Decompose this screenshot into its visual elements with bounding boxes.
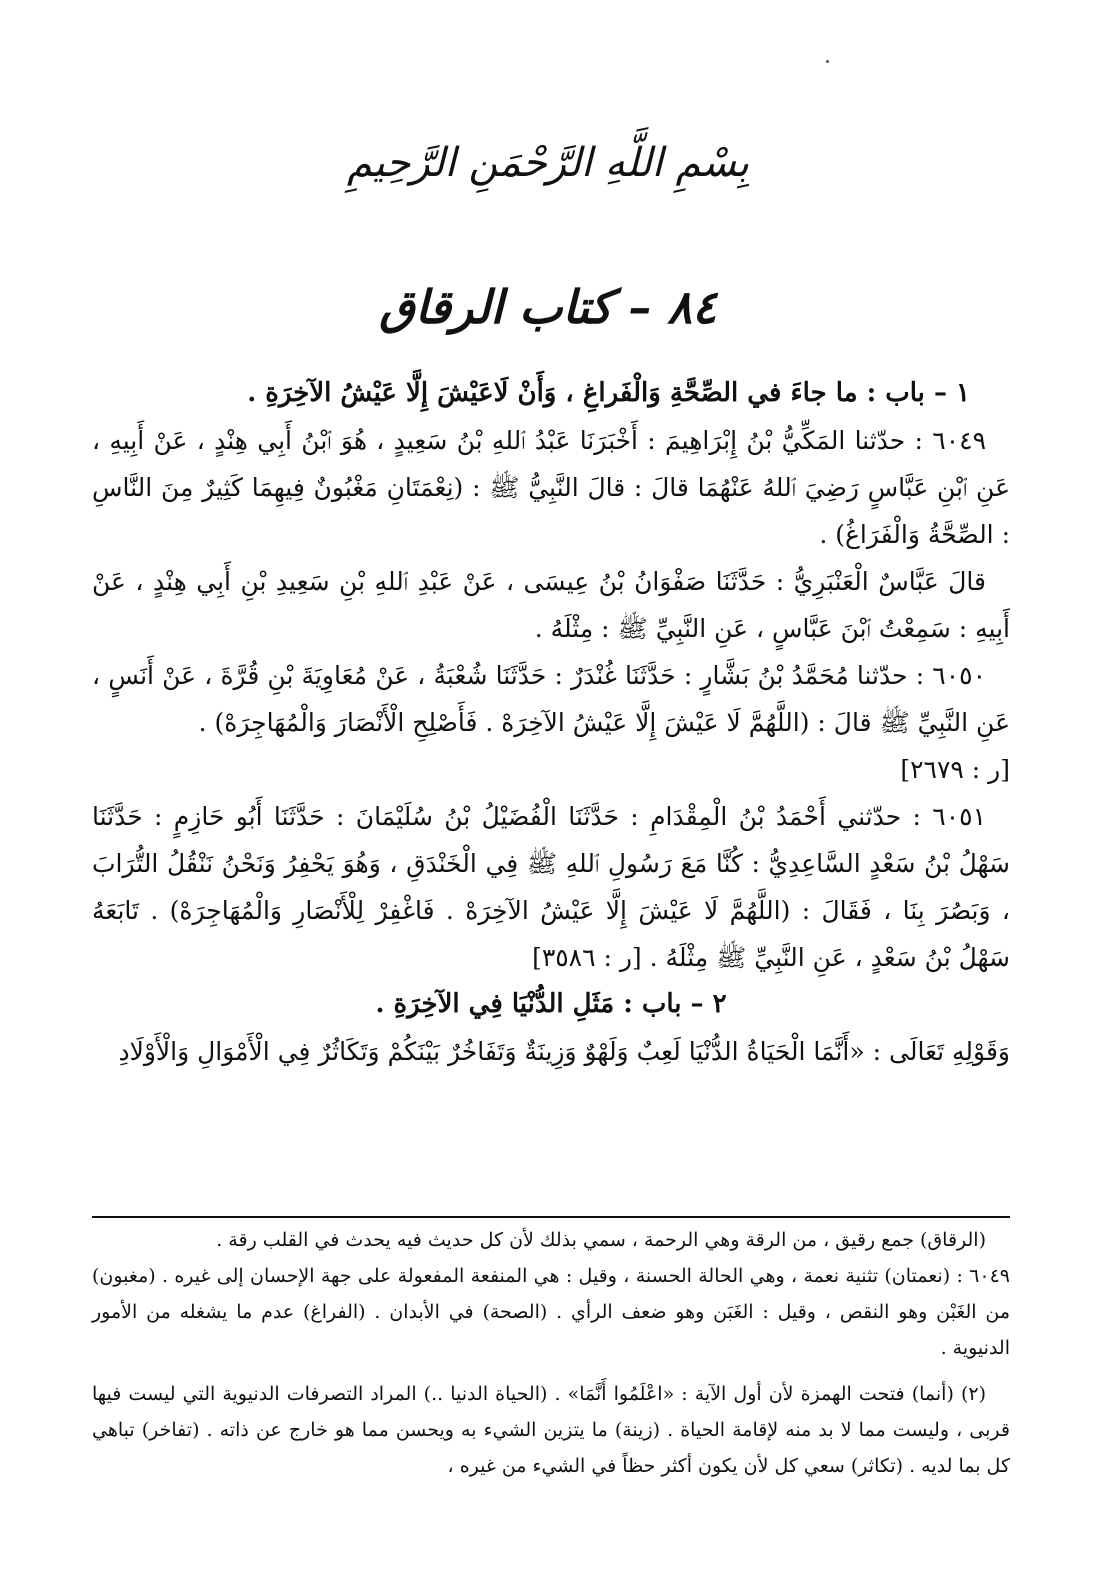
footnote-riqaq: (الرقاق) جمع رقيق ، من الرقة وهي الرحمة ، سمي بذلك لأن كل حديث فيه يحدث في القلب رقة . [216,1229,986,1251]
book-title: ٨٤ – كتاب الرقاق [379,280,717,334]
footnote-6049: ٦٠٤٩ : (نعمتان) تثنية نعمة ، وهي الحالة الحسنة ، وقيل : هي المنفعة المفعولة على جهة الإحسان إلى غيره . (مغبون) من الغَبْن وهو النقص ، وقيل : الغَبَن وهو ضعف الرأي . (الصحة) في الأبدان . (الفراغ) عدم ما يشغله من الأمور الدنيوية . [92,1265,1010,1359]
hadith-6050-reference: [ر : ٢٦٧٩] [900,755,1010,784]
chapter-2-heading: ٢ – باب : مَثَلِ الدُّنْيَا فِي الآخِرَةِ . [375,989,727,1019]
footnotes [92,1222,1010,1484]
hadith-6051: ٦٠٥١ : حدّثني أَحْمَدُ بْنُ الْمِقْدَامِ : حَدَّثَنَا الْفُضَيْلُ بْنُ سُلَيْمَانَ : حَدَّثَنَا أَبُو حَازِمٍ : حَدَّثَنَا سَهْلُ بْنُ سَعْدٍ السَّاعِدِيُّ : كُنَّا مَعَ رَسُولِ ٱللهِ ﷺ فِي الْخَنْدَقِ ، وَهُوَ يَحْفِرُ وَنَحْنُ نَنْقُلُ التُّرَابَ ، وَبَصُرَ بِنَا ، فَقَالَ : (اللَّهُمَّ لَا عَيْشَ إِلَّا عَيْشُ الآخِرَهْ . فَاغْفِرْ لِلْأَنْصَارِ وَالْمُهَاجِرَهْ) . تَابَعَهُ سَهْلُ بْنُ سَعْدٍ ، عَنِ النَّبِيِّ ﷺ مِثْلَهُ . [ر : ٣٥٨٦] [92,802,1010,972]
chapter-1-heading: ١ – باب : ما جاءَ في الصِّحَّةِ وَالْفَراغِ ، وَأَنْ لَاعَيْشَ إِلَّا عَيْشُ الآخِرَةِ . [247,378,970,408]
quran-verse-line: وَقَوْلِهِ تَعَالَى : «أَنَّمَا الْحَيَاةُ الدُّنْيَا لَعِبٌ وَلَهْوٌ وَزِينَةٌ وَتَفَاخُرٌ بَيْنَكُمْ وَتَكَاثُرٌ فِي الْأَمْوَالِ وَالْأَوْلَادِ [118,1037,1010,1066]
footnote-chapter-2: (٢) (أنما) فتحت الهمزة لأن أول الآية : «اعْلَمُوا أَنَّمَا» . (الحياة الدنيا ..) المراد التصرفات الدنيوية التي ليست فيها قربى ، وليست مما لا بد منه لإقامة الحياة . (زينة) ما يتزين الشيء به ويحسن مما هو خارج عن ذاته . (تفاخر) تباهي كل بما لديه . (تكاثر) سعي كل لأن يكون أكثر حظاً في الشيء من غيره ، [92,1383,1010,1477]
main-text [92,370,1010,1075]
hadith-6049: ٦٠٤٩ : حدّثنا المَكِّيُّ بْنُ إِبْرَاهِيمَ : أَخْبَرَنَا عَبْدُ ٱللهِ بْنُ سَعِيدٍ ، هُوَ ٱبْنُ أَبِي هِنْدٍ ، عَنْ أَبِيهِ ، عَنِ ٱبْنِ عَبَّاسٍ رَضِيَ ٱللهُ عَنْهُمَا قالَ : قالَ النَّبِيُّ ﷺ : (نِعْمَتَانِ مَغْبُونٌ فِيهِمَا كَثِيرٌ مِنَ النَّاسِ : الصِّحَّةُ وَالْفَرَاغُ) . [92,426,1010,549]
footnote-divider [92,1216,1010,1218]
print-speck [826,60,829,63]
hadith-6050: ٦٠٥٠ : حدّثنا مُحَمَّدُ بْنُ بَشَّارٍ : حَدَّثَنَا غُنْدَرٌ : حَدَّثَنَا شُعْبَةُ ، عَنْ مُعَاوِيَةَ بْنِ قُرَّةَ ، عَنْ أَنَسٍ ، عَنِ النَّبِيِّ ﷺ قالَ : (اللَّهُمَّ لَا عَيْشَ إِلَّا عَيْشُ الآخِرَهْ . فَأَصْلِحِ الْأَنْصَارَ وَالْمُهَاجِرَهْ) . [92,661,1010,737]
basmala-calligraphy: بِسْمِ اللَّهِ الرَّحْمَنِ الرَّحِيمِ [346,140,750,186]
hadith-6049-continuation: قالَ عَبَّاسٌ الْعَنْبَرِيُّ : حَدَّثَنَا صَفْوَانُ بْنُ عِيسَى ، عَنْ عَبْدِ ٱللهِ بْنِ سَعِيدِ بْنِ أَبِي هِنْدٍ ، عَنْ أَبِيهِ : سَمِعْتُ ٱبْنَ عَبَّاسٍ ، عَنِ النَّبِيِّ ﷺ : مِثْلَهُ . [92,567,1010,643]
